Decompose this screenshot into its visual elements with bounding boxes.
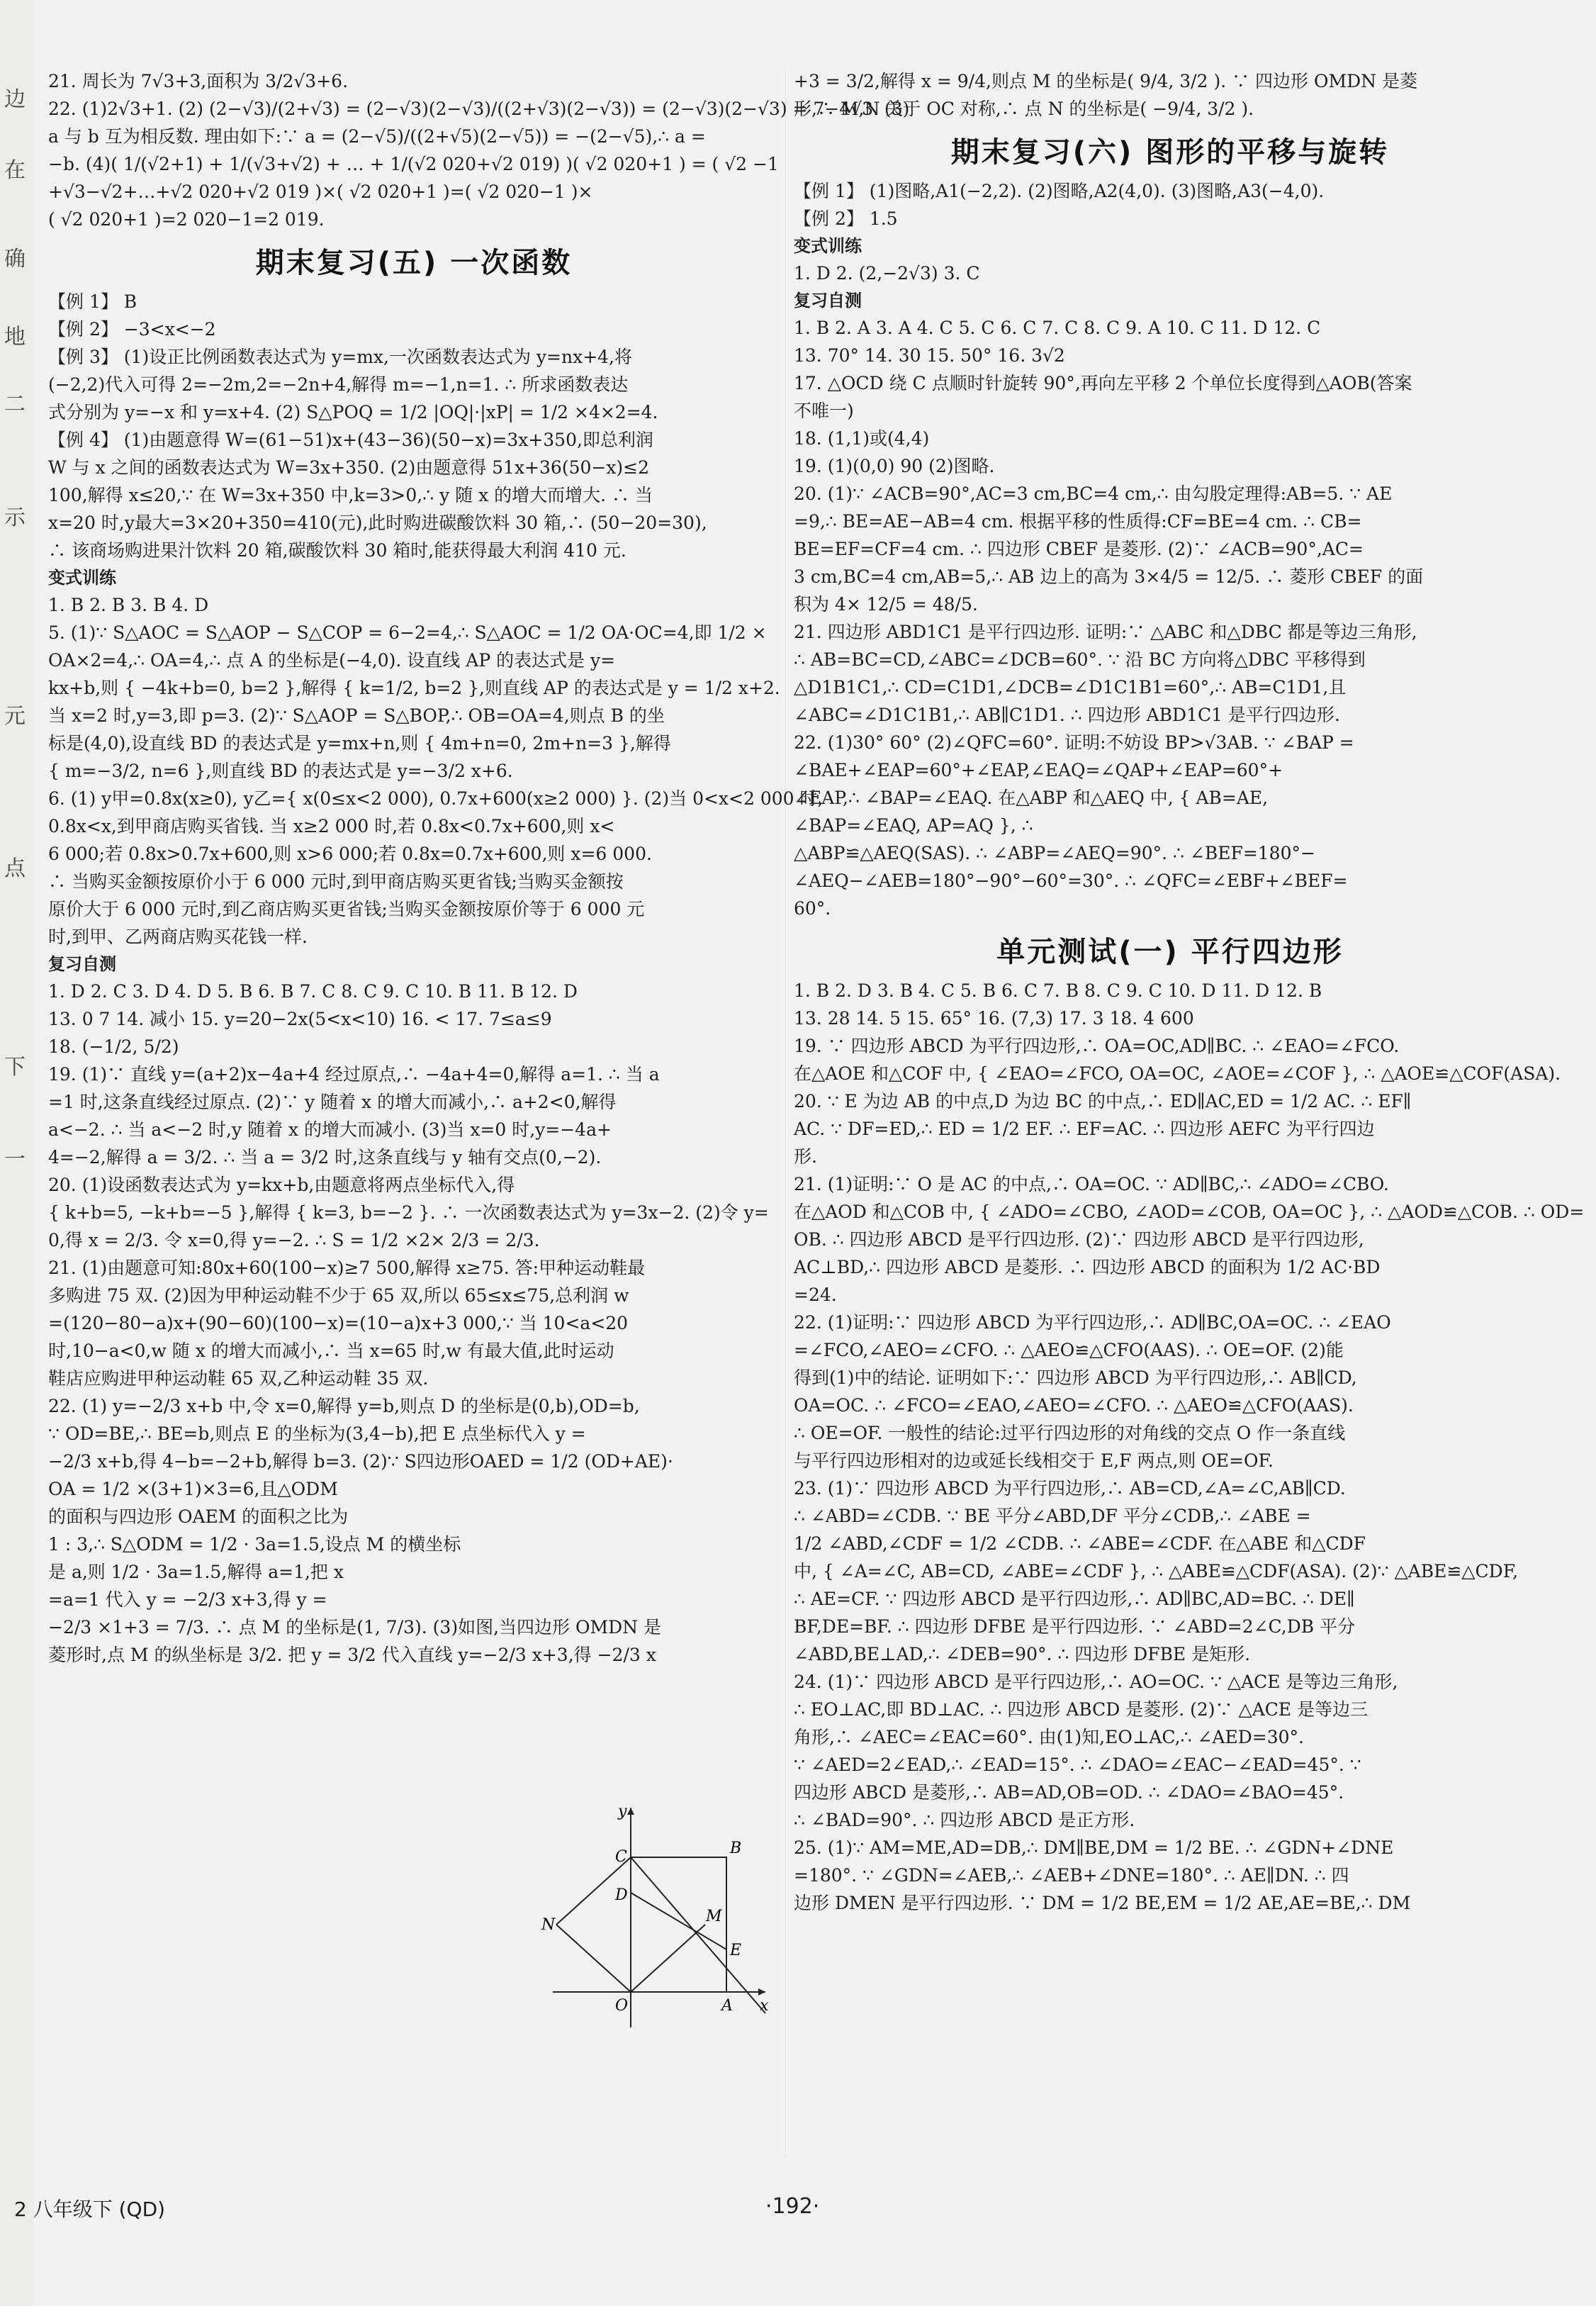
answer-line: 1. B 2. D 3. B 4. C 5. B 6. C 7. B 8. C 9. C 10. D 11. D 12. B [794, 980, 1322, 1001]
answer-line: 【例 1】 (1)图略,A1(−2,2). (2)图略,A2(4,0). (3)图略,A3(−4,0). [794, 181, 1325, 201]
answer-line: 13. 28 14. 5 15. 65° 16. (7,3) 17. 3 18. 4 600 [794, 1008, 1194, 1029]
answer-line: 25. (1)∵ AM=ME,AD=DB,∴ DM∥BE,DM = 1/2 BE. ∴ ∠GDN+∠DNE [794, 1837, 1394, 1858]
y-axis-arrow [627, 1808, 634, 1815]
answer-line: 【例 1】 B [48, 291, 137, 312]
answer-line: 0.8x<x,到甲商店购买省钱. 当 x≥2 000 时,若 0.8x<0.7x+600,则 x< [48, 816, 615, 836]
answer-line: 【例 4】 (1)由题意得 W=(61−51)x+(43−36)(50−x)=3x+350,即总利润 [48, 430, 653, 450]
edge-character: 一 [4, 1147, 26, 1172]
answer-line: 式分别为 y=−x 和 y=x+4. (2) S△POQ = 1/2 |OQ|·|xP| = 1/2 ×4×2=4. [48, 402, 658, 422]
edge-character: 边 [4, 87, 26, 112]
answer-line: AC. ∵ DF=ED,∴ ED = 1/2 EF. ∴ EF=AC. ∴ 四边形 AEFC 为平行四边 [794, 1119, 1375, 1139]
answer-line: 17. △OCD 绕 C 点顺时针旋转 90°,再向左平移 2 个单位长度得到△AOB(答案 [794, 373, 1412, 393]
answer-line: 4=−2,解得 a = 3/2. ∴ 当 a = 3/2 时,这条直线与 y 轴有交点(0,−2). [48, 1147, 602, 1168]
answer-line: 中, { ∠A=∠C, AB=CD, ∠ABE=∠CDF }, ∴ △ABE≌△CDF(ASA). (2)∵ △ABE≌△CDF, [794, 1561, 1519, 1582]
answer-line: 时,10−a<0,w 随 x 的增大而减小,∴ 当 x=65 时,w 有最大值,此时运动 [48, 1340, 614, 1361]
answer-line: 1/2 ∠ABD,∠CDF = 1/2 ∠CDB. ∴ ∠ABE=∠CDF. 在△ABE 和△CDF [794, 1533, 1366, 1554]
answer-line: BE=EF=CF=4 cm. ∴ 四边形 CBEF 是菱形. (2)∵ ∠ACB=90°,AC= [794, 539, 1364, 559]
answer-line: −2/3 ×1+3 = 7/3. ∴ 点 M 的坐标是(1, 7/3). (3)如图,当四边形 OMDN 是 [48, 1617, 661, 1638]
answer-line: BF,DE=BF. ∴ 四边形 DFBE 是平行四边形. ∵ ∠ABD=2∠C,DB 平分 [794, 1616, 1356, 1637]
edge-character: 在 [4, 158, 26, 183]
answer-line: 0,得 x = 2/3. 令 x=0,得 y=−2. ∴ S = 1/2 ×2× 2/3 = 2/3. [48, 1230, 540, 1250]
answer-line: ∵ ∠AED=2∠EAD,∴ ∠EAD=15°. ∴ ∠DAO=∠EAC−∠EAD=45°. ∵ [794, 1754, 1361, 1775]
answer-line: a 与 b 互为相反数. 理由如下:∵ a = (2−√5)/((2+√5)(2−√5)) = −(2−√5),∴ a = [48, 126, 706, 147]
answer-line: AC⊥BD,∴ 四边形 ABCD 是菱形. ∴ 四边形 ABCD 的面积为 1/2 AC·BD [794, 1257, 1381, 1277]
answer-line: =1 时,这条直线经过原点. (2)∵ y 随着 x 的增大而减小,∴ a+2<0,解得 [48, 1092, 617, 1112]
answer-line: △D1B1C1,∴ CD=C1D1,∠DCB=∠D1C1B1=60°,∴ AB=C1D1,且 [794, 677, 1347, 698]
x-axis-arrow [758, 1988, 765, 1996]
answer-line: OA=OC. ∴ ∠FCO=∠EAO,∠AEO=∠CFO. ∴ △AEO≌△CFO(AAS). [794, 1395, 1354, 1416]
answer-line: 1. D 2. C 3. D 4. D 5. B 6. B 7. C 8. C 9. C 10. B 11. B 12. D [48, 981, 578, 1002]
label-o: O [615, 1997, 629, 2015]
answer-line: 18. (1,1)或(4,4) [794, 428, 930, 449]
answer-line: 21. (1)证明:∵ O 是 AC 的中点,∴ OA=OC. ∵ AD∥BC,∴ ∠ADO=∠CBO. [794, 1174, 1389, 1194]
answer-line: ∠ABD,BE⊥AD,∴ ∠DEB=90°. ∴ 四边形 DFBE 是矩形. [794, 1644, 1251, 1664]
answer-line: 四边形 ABCD 是菱形,∴ AB=AD,OB=OD. ∴ ∠DAO=∠BAO=45°. [794, 1782, 1344, 1803]
answer-line: { k+b=5, −k+b=−5 },解得 { k=3, b=−2 }. ∴ 一次函数表达式为 y=3x−2. (2)令 y= [48, 1202, 769, 1223]
answer-line: 在△AOD 和△COB 中, { ∠ADO=∠CBO, ∠AOD=∠COB, OA=OC }, ∴ △AOD≌△COB. ∴ OD= [794, 1202, 1585, 1222]
answer-line: ∴ 当购买金额按原价小于 6 000 元时,到甲商店购买更省钱;当购买金额按 [48, 871, 624, 892]
answer-line: 在△AOE 和△COF 中, { ∠EAO=∠FCO, OA=OC, ∠AOE=∠COF }, ∴ △AOE≌△COF(ASA). [794, 1063, 1561, 1084]
answer-line: 角形,∴ ∠AEC=∠EAC=60°. 由(1)知,EO⊥AC,∴ ∠AED=30°. [794, 1727, 1304, 1747]
answer-line: 5. (1)∵ S△AOC = S△AOP − S△COP = 6−2=4,∴ S△AOC = 1/2 OA·OC=4,即 1/2 × [48, 622, 767, 643]
answer-line: 13. 0 7 14. 减小 15. y=20−2x(5<x<10) 16. < 17. 7≤a≤9 [48, 1009, 552, 1029]
section-title: 期末复习(六) 图形的平移与旋转 [950, 136, 1390, 169]
answer-line: ∠BAP=∠EAQ, AP=AQ }, ∴ [794, 815, 1033, 836]
right-column [794, 67, 1585, 2157]
answer-line: 22. (1)证明:∵ 四边形 ABCD 为平行四边形,∴ AD∥BC,OA=OC. ∴ ∠EAO [794, 1312, 1391, 1333]
answer-line: ∵ OD=BE,∴ BE=b,则点 E 的坐标为(3,4−b),把 E 点坐标代入 y = [48, 1423, 586, 1444]
answer-line: 原价大于 6 000 元时,到乙商店购买更省钱;当购买金额按原价等于 6 000 元 [48, 899, 645, 919]
answer-line: +√3−√2+…+√2 020+√2 019 )×( √2 020+1 )=( √2 020−1 )× [48, 181, 593, 202]
answer-line: ∴ ∠BAD=90°. ∴ 四边形 ABCD 是正方形. [794, 1810, 1135, 1830]
answer-line: 积为 4× 12/5 = 48/5. [794, 594, 978, 615]
answer-line: =9,∴ BE=AE−AB=4 cm. 根据平移的性质得:CF=BE=4 cm. ∴ CB= [794, 511, 1362, 532]
section-title: 单元测试(一) 平行四边形 [996, 936, 1344, 968]
answer-line: △ABP≌△AEQ(SAS). ∴ ∠ABP=∠AEQ=90°. ∴ ∠BEF=180°− [794, 843, 1315, 863]
label-y: y [618, 1803, 627, 1820]
answer-line: 20. ∵ E 为边 AB 的中点,D 为边 BC 的中点,∴ ED∥AC,ED = 1/2 AC. ∴ EF∥ [794, 1091, 1412, 1112]
answer-line: ∴ AB=BC=CD,∠ABC=∠DCB=60°. ∵ 沿 BC 方向将△DBC 平移得到 [794, 649, 1366, 670]
answer-line: 【例 2】 1.5 [794, 208, 898, 229]
answer-line: =24. [794, 1284, 837, 1305]
answer-line: =∠FCO,∠AEO=∠CFO. ∴ △AEO≌△CFO(AAS). ∴ OE=OF. (2)能 [794, 1340, 1344, 1360]
answer-line: 不唯一) [794, 401, 854, 421]
answer-line: =a=1 代入 y = −2/3 x+3,得 y = [48, 1589, 327, 1610]
answer-line: 与平行四边形相对的边或延长线相交于 E,F 两点,则 OE=OF. [794, 1450, 1274, 1471]
answer-line: +3 = 3/2,解得 x = 9/4,则点 M 的坐标是( 9/4, 3/2 ). ∵ 四边形 OMDN 是菱 [794, 71, 1417, 91]
line-om [631, 1925, 705, 1992]
edge-character: 二 [4, 392, 26, 417]
label-x: x [760, 1997, 769, 2015]
line-no [556, 1925, 631, 1992]
label-b: B [730, 1840, 742, 1857]
answer-line: ∴ EO⊥AC,即 BD⊥AC. ∴ 四边形 ABCD 是菱形. (2)∵ △ACE 是等边三 [794, 1699, 1369, 1720]
label-d: D [615, 1886, 628, 1904]
answer-line: 形,∴ M,N 关于 OC 对称,∴ 点 N 的坐标是( −9/4, 3/2 ). [794, 99, 1254, 119]
answer-line: 菱形时,点 M 的纵坐标是 3/2. 把 y = 3/2 代入直线 y=−2/3 x+3,得 −2/3 x [48, 1645, 656, 1665]
answer-line: 20. (1)设函数表达式为 y=kx+b,由题意将两点坐标代入,得 [48, 1175, 515, 1195]
answer-line: 22. (1)30° 60° (2)∠QFC=60°. 证明:不妨设 BP>√3AB. ∵ ∠BAP = [794, 732, 1354, 753]
edge-character: 元 [4, 704, 26, 729]
answer-line: OA×2=4,∴ OA=4,∴ 点 A 的坐标是(−4,0). 设直线 AP 的表达式是 y= [48, 650, 616, 671]
answer-line: 19. ∵ 四边形 ABCD 为平行四边形,∴ OA=OC,AD∥BC. ∴ ∠EAO=∠FCO. [794, 1036, 1400, 1056]
edge-character: 点 [4, 856, 26, 881]
answer-line: 21. (1)由题意可知:80x+60(100−x)≥7 500,解得 x≥75. 答:甲种运动鞋最 [48, 1258, 646, 1278]
label-e: E [730, 1942, 742, 1959]
label-a: A [721, 1997, 733, 2015]
answer-line: =180°. ∵ ∠GDN=∠AEB,∴ ∠AEB+∠DNE=180°. ∴ AE∥DN. ∴ 四 [794, 1865, 1349, 1886]
answer-line: 22. (1)2√3+1. (2) (2−√3)/(2+√3) = (2−√3)(2−√3)/((2+√3)(2−√3)) = (2−√3)(2−√3) = 7−4√3. (3) [48, 99, 910, 119]
subsection-heading: 复习自测 [48, 954, 116, 974]
answer-line: −2/3 x+b,得 4−b=−2+b,解得 b=3. (2)∵ S四边形OAED = 1/2 (OD+AE)· [48, 1451, 673, 1472]
answer-line: OA = 1/2 ×(3+1)×3=6,且△ODM [48, 1479, 338, 1499]
answer-line: 1. B 2. B 3. B 4. D [48, 595, 209, 615]
answer-line: 是 a,则 1/2 · 3a=1.5,解得 a=1,把 x [48, 1562, 344, 1582]
answer-line: 时,到甲、乙两商店购买花钱一样. [48, 927, 308, 947]
label-n: N [541, 1916, 556, 1934]
answer-line: 鞋店应购进甲种运动鞋 65 双,乙种运动鞋 35 双. [48, 1368, 429, 1389]
answer-line: kx+b,则 { −4k+b=0, b=2 },解得 { k=1/2, b=2 },则直线 AP 的表达式是 y = 1/2 x+2. [48, 678, 780, 698]
answer-line: 24. (1)∵ 四边形 ABCD 是平行四边形,∴ AO=OC. ∵ △ACE 是等边三角形, [794, 1672, 1398, 1692]
answer-line: x=20 时,y最大=3×20+350=410(元),此时购进碳酸饮料 30 箱,∴ (50−20=30), [48, 513, 707, 533]
answer-line: ∠ABC=∠D1C1B1,∴ AB∥C1D1. ∴ 四边形 ABD1C1 是平行四边形. [794, 705, 1340, 725]
answer-line: 3 cm,BC=4 cm,AB=5,∴ AB 边上的高为 3×4/5 = 12/5. ∴ 菱形 CBEF 的面 [794, 566, 1424, 587]
answer-line: OB. ∴ 四边形 ABCD 是平行四边形. (2)∵ 四边形 ABCD 是平行四边形, [794, 1229, 1364, 1250]
label-c: C [615, 1848, 627, 1866]
answer-line: ∠AEQ−∠AEB=180°−90°−60°=30°. ∴ ∠QFC=∠EBF+∠BEF= [794, 871, 1348, 891]
answer-line: 13. 70° 14. 30 15. 50° 16. 3√2 [794, 345, 1065, 366]
answer-line: ∠EAP,∴ ∠BAP=∠EAQ. 在△ABP 和△AEQ 中, { AB=AE, [794, 788, 1269, 808]
answer-line: ∴ AE=CF. ∵ 四边形 ABCD 是平行四边形,∴ AD∥BC,AD=BC. ∴ DE∥ [794, 1589, 1355, 1609]
coordinate-figure [539, 1801, 772, 2034]
answer-line: 21. 周长为 7√3+3,面积为 3/2√3+6. [48, 71, 349, 91]
answer-line: (−2,2)代入可得 2=−2m,2=−2n+4,解得 m=−1,n=1. ∴ 所求函数表达 [48, 374, 629, 395]
section-title: 期末复习(五) 一次函数 [255, 247, 573, 279]
column-divider [785, 67, 786, 2159]
grade-label: 2 八年级下 (QD) [14, 2198, 166, 2221]
answer-line: 标是(4,0),设直线 BD 的表达式是 y=mx+n,则 { 4m+n=0, 2m+n=3 },解得 [48, 733, 671, 754]
answer-line: 【例 3】 (1)设正比例函数表达式为 y=mx,一次函数表达式为 y=nx+4,将 [48, 347, 633, 367]
answer-line: =(120−80−a)x+(90−60)(100−x)=(10−a)x+3 000,∵ 当 10<a<20 [48, 1313, 629, 1333]
answer-line: 20. (1)∵ ∠ACB=90°,AC=3 cm,BC=4 cm,∴ 由勾股定理得:AB=5. ∵ AE [794, 483, 1393, 504]
answer-line: a<−2. ∴ 当 a<−2 时,y 随着 x 的增大而减小. (3)当 x=0 时,y=−4a+ [48, 1119, 612, 1140]
answer-line: 23. (1)∵ 四边形 ABCD 为平行四边形,∴ AB=CD,∠A=∠C,AB∥CD. [794, 1478, 1346, 1499]
answer-line: 21. 四边形 ABD1C1 是平行四边形. 证明:∵ △ABC 和△DBC 都是等边三角形, [794, 622, 1417, 642]
answer-line: 当 x=2 时,y=3,即 p=3. (2)∵ S△AOP = S△BOP,∴ OB=OA=4,则点 B 的坐 [48, 705, 665, 726]
answer-line: 【例 2】 −3<x<−2 [48, 319, 216, 340]
page-number: ·192· [765, 2194, 820, 2219]
answer-line: ∠BAE+∠EAP=60°+∠EAP,∠EAQ=∠QAP+∠EAP=60°+ [794, 760, 1283, 780]
answer-line: 60°. [794, 898, 831, 919]
answer-line: 的面积与四边形 OAEM 的面积之比为 [48, 1506, 349, 1527]
edge-character: 示 [4, 505, 26, 530]
edge-character: 确 [4, 247, 26, 272]
label-m: M [706, 1908, 722, 1925]
answer-line: W 与 x 之间的函数表达式为 W=3x+350. (2)由题意得 51x+36(50−x)≤2 [48, 457, 650, 478]
answer-line: ( √2 020+1 )=2 020−1=2 019. [48, 209, 325, 230]
answer-line: 6. (1) y甲=0.8x(x≥0), y乙={ x(0≤x<2 000), 0.7x+600(x≥2 000) }. (2)当 0<x<2 000 时, [48, 788, 824, 809]
answer-line: 形. [794, 1146, 817, 1167]
answer-line: ∴ ∠ABD=∠CDB. ∵ BE 平分∠ABD,DF 平分∠CDB,∴ ∠ABE = [794, 1506, 1311, 1526]
subsection-heading: 变式训练 [794, 236, 862, 256]
subsection-heading: 复习自测 [794, 291, 862, 310]
answer-line: 19. (1)(0,0) 90 (2)图略. [794, 456, 995, 476]
answer-line: 1. D 2. (2,−2√3) 3. C [794, 263, 980, 284]
answer-line: 1 : 3,∴ S△ODM = 1/2 · 3a=1.5,设点 M 的横坐标 [48, 1534, 461, 1555]
answer-line: 边形 DMEN 是平行四边形. ∵ DM = 1/2 BE,EM = 1/2 AE,AE=BE,∴ DM [794, 1893, 1411, 1913]
answer-line: ∴ OE=OF. 一般性的结论:过平行四边形的对角线的交点 O 作一条直线 [794, 1423, 1346, 1443]
answer-line: 1. B 2. A 3. A 4. C 5. C 6. C 7. C 8. C 9. A 10. C 11. D 12. C [794, 318, 1321, 338]
answer-line: 多购进 75 双. (2)因为甲种运动鞋不少于 65 双,所以 65≤x≤75,总利润 w [48, 1285, 629, 1306]
edge-character: 下 [4, 1055, 26, 1080]
edge-character: 地 [4, 325, 26, 349]
answer-line: −b. (4)( 1/(√2+1) + 1/(√3+√2) + … + 1/(√2 020+√2 019) )( √2 020+1 ) = ( √2 −1 [48, 154, 779, 174]
answer-line: 22. (1) y=−2/3 x+b 中,令 x=0,解得 y=b,则点 D 的坐标是(0,b),OD=b, [48, 1396, 640, 1416]
answer-line: 得到(1)中的结论. 证明如下:∵ 四边形 ABCD 为平行四边形,∴ AB∥CD, [794, 1367, 1357, 1388]
subsection-heading: 变式训练 [48, 568, 116, 588]
answer-line: ∴ 该商场购进果汁饮料 20 箱,碳酸饮料 30 箱时,能获得最大利润 410 元. [48, 540, 626, 561]
answer-line: 18. (−1/2, 5/2) [48, 1036, 179, 1057]
answer-line: { m=−3/2, n=6 },则直线 BD 的表达式是 y=−3/2 x+6. [48, 761, 513, 781]
answer-line: 19. (1)∵ 直线 y=(a+2)x−4a+4 经过原点,∴ −4a+4=0,解得 a=1. ∴ 当 a [48, 1064, 660, 1085]
answer-line: 100,解得 x≤20,∵ 在 W=3x+350 中,k=3>0,∴ y 随 x 的增大而增大. ∴ 当 [48, 485, 653, 505]
answer-line: 6 000;若 0.8x>0.7x+600,则 x>6 000;若 0.8x=0.7x+600,则 x=6 000. [48, 844, 652, 864]
line-cd [631, 1857, 765, 2013]
